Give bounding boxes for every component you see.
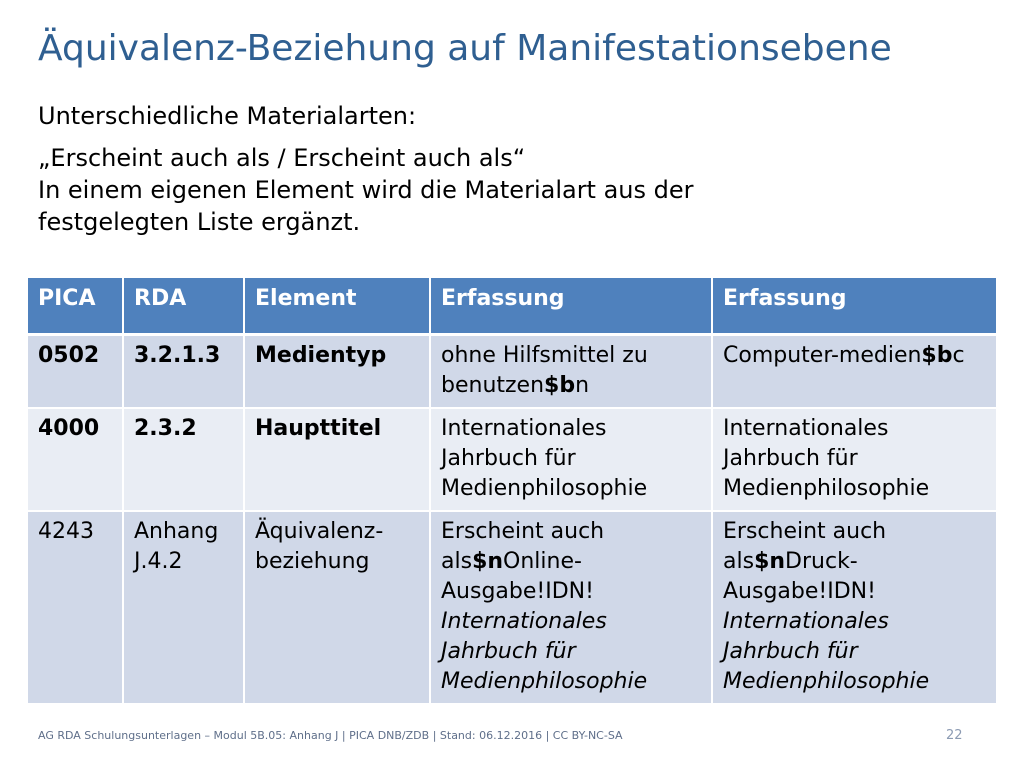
cell-erfassung-1: [431, 336, 713, 409]
subfield-code: $n: [754, 549, 786, 574]
subfield-code: $b: [921, 343, 953, 368]
cell-rda: 3.2.1.3: [124, 336, 245, 409]
page-number: 22: [946, 728, 963, 743]
cell-erfassung-1: Internationales Jahrbuch für Medienphilosophie: [431, 409, 713, 512]
cell-erfassung-2: Internationales Jahrbuch für Medienphilosophie: [713, 409, 996, 512]
erfassung-text: Computer-medien: [723, 343, 922, 368]
cell-pica: 4243: [28, 512, 124, 705]
cell-pica: 4000: [28, 409, 124, 512]
intro-line-liste: festgelegten Liste ergänzt.: [38, 208, 361, 236]
subfield-code: $n: [472, 549, 504, 574]
slide-title: Äquivalenz-Beziehung auf Manifestationsebene: [38, 28, 892, 69]
title-italic: Internationales Jahrbuch für Medienphilosophie: [723, 609, 930, 694]
table-row: [28, 512, 996, 705]
title-italic: Internationales Jahrbuch für Medienphilosophie: [441, 609, 648, 694]
cell-element: Medientyp: [245, 336, 431, 409]
cell-rda: 2.3.2: [124, 409, 245, 512]
erfassung-text: ohne Hilfsmittel zu benutzen: [441, 343, 648, 398]
table-header-row: [28, 278, 996, 336]
cell-erfassung-2: [713, 512, 996, 705]
table-row: [28, 409, 996, 512]
intro-line-erscheint: „Erscheint auch als / Erscheint auch als“: [38, 144, 526, 172]
footer-text: AG RDA Schulungsunterlagen – Modul 5B.05: Anhang J | PICA DNB/ZDB | Stand: 06.12.2016 | CC BY-NC-SA: [38, 729, 623, 742]
cell-element: Äquivalenz-beziehung: [245, 512, 431, 705]
subfield-value: n: [575, 373, 590, 398]
intro-text: [38, 100, 998, 238]
erfassung-text: Erscheint auch als: [723, 519, 887, 574]
header-pica: PICA: [28, 278, 124, 336]
erfassung-text: Erscheint auch als: [441, 519, 605, 574]
subfield-value: Druck-Ausgabe!IDN!: [723, 549, 876, 604]
mapping-table: [28, 278, 996, 705]
cell-pica: 0502: [28, 336, 124, 409]
header-erfassung-2: Erfassung: [713, 278, 996, 336]
cell-erfassung-2: [713, 336, 996, 409]
subfield-value: c: [952, 343, 965, 368]
header-element: Element: [245, 278, 431, 336]
header-rda: RDA: [124, 278, 245, 336]
intro-line-element: In einem eigenen Element wird die Materialart aus der: [38, 176, 694, 204]
cell-element: Haupttitel: [245, 409, 431, 512]
subfield-value: Online-Ausgabe!IDN!: [441, 549, 594, 604]
subfield-code: $b: [544, 373, 576, 398]
cell-rda: Anhang J.4.2: [124, 512, 245, 705]
header-erfassung-1: Erfassung: [431, 278, 713, 336]
intro-line-materialarten: Unterschiedliche Materialarten:: [38, 102, 417, 130]
cell-erfassung-1: [431, 512, 713, 705]
table-row: [28, 336, 996, 409]
